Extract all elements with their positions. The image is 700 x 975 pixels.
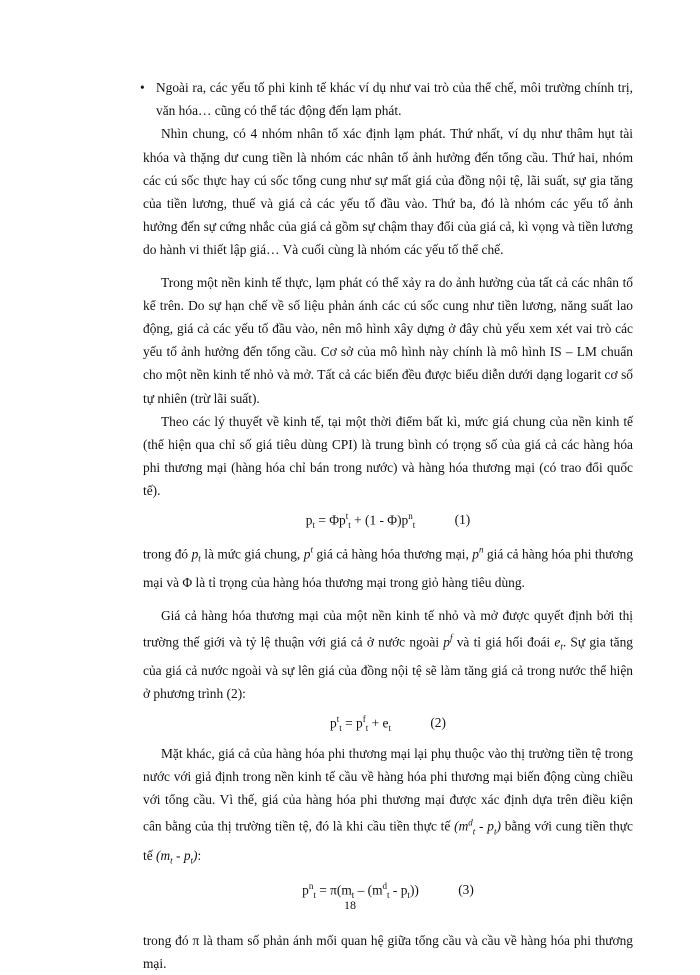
page-number: 18 [344,898,356,912]
paragraph-variable-definitions: trong đó $p_t$ là mức giá chung, $p^t$ giá cả hàng hóa thương mại, $p^n$ giá cả hàng hóa phi thương mại và Φ là tỉ trọng của hàng hóa thương mại trong giỏ hàng tiêu dùng. [143,545,634,591]
equation-1: $p_t = \Phi p^t_t + (1 - \Phi)p^n_t$ (1) [143,505,633,537]
bullet-text: Ngoài ra, các yếu tố phi kinh tế khác ví dụ như vai trò của thể chế, môi trường chính trị, văn hóa… cũng có thể tác động đến lạm phát. [156,80,633,119]
equation-number: (3) [458,882,474,898]
paragraph-determinants: Nhìn chung, có 4 nhóm nhân tố xác định lạm phát. Thứ nhất, ví dụ như thâm hụt tài khóa và thặng dư cung tiền là nhóm các nhân tố ảnh hưởng đến tổng cầu. Thứ hai, nhóm các cú sốc thực hay cú sốc tổng cung như sự mất giá của đồng nội tệ, lãi suất, sự gia tăng của tiền lương, thuế và giá cả các yếu tố đầu vào. Thứ ba, đó là nhóm các yếu tố ảnh hưởng đến sự cứng nhắc của giá cả gồm sự chậm thay đổi của giá cả, kì vọng và tiền lương do hành vi thiết lập giá… Và cuối cùng là nhóm các yếu tố thể chế. [143,126,633,258]
paragraph-pi-definition: trong đó π là tham số phản ánh mối quan hệ giữa tổng cầu và cầu về hàng hóa phi thương mại. [143,933,633,972]
equation-number: (1) [454,512,471,528]
bullet-item [140,76,633,122]
page-body [140,76,634,975]
paragraph-nontraded-goods: Mặt khác, giá cả của hàng hóa phi thương mại lại phụ thuộc vào thị trường tiền tệ trong nước với giả định trong nền kinh tế cầu về hàng hóa phi thương mại biến động cùng chiều với tổng cầu. Vì thế, giá của hàng hóa phi thương mại được xác định dựa trên điều kiện cân bằng của thị trường tiền tệ, đó là khi cầu tiền thực tế $(m^d_t - p_t)$ bằng với cung tiền thực tế $(m_t - p_t)$: [143,745,633,866]
equation-3: $p^n_t = \pi(m_t - (m^d_t - p_t))$ (3) [143,875,633,907]
equation-number: (2) [430,714,446,730]
paragraph-traded-goods: Giá cả hàng hóa thương mại của một nền kinh tế nhỏ và mở được quyết định bởi thị trường thế giới và tỷ lệ thuận với giá cả ở nước ngoài $p^f$ và tỉ giá hối đoái $e_t$. Sự gia tăng của giá cả nước ngoài và sự lên giá của đồng nội tệ sẽ làm tăng giá cả trong nước thể hiện ở phương trình (2): [143,607,633,702]
paragraph-real-economy: Trong một nền kinh tế thực, lạm phát có thể xảy ra do ảnh hưởng của tất cả các nhân tố kể trên. Do sự hạn chế về số liệu phản ánh các cú sốc cung như tiền lương, năng suất lao động, giá cả các yếu tố đầu vào, nên mô hình xây dựng ở đây chủ yếu xem xét vai trò các yếu tố ảnh hưởng đến tổng cầu. Cơ sở của mô hình này chính là mô hình IS – LM chuẩn cho một nền kinh tế nhỏ và mở. Tất cả các biến đều được biểu diễn dưới dạng logarit cơ số tự nhiên (trừ lãi suất). [143,274,633,406]
bullet-dot-icon: • [140,80,145,95]
paragraph-price-level: Theo các lý thuyết về kinh tế, tại một thời điểm bất kì, mức giá chung của nền kinh tế (thể hiện qua chỉ số giá tiêu dùng CPI) là trung bình có trọng số của giá cả các hàng hóa phi thương mại (hàng hóa chỉ bán trong nước) và hàng hóa thương mại (có trao đổi quốc tế). [143,413,633,499]
equation-2: $p^t_t = p^f_t + e_t$ (2) [143,708,633,740]
